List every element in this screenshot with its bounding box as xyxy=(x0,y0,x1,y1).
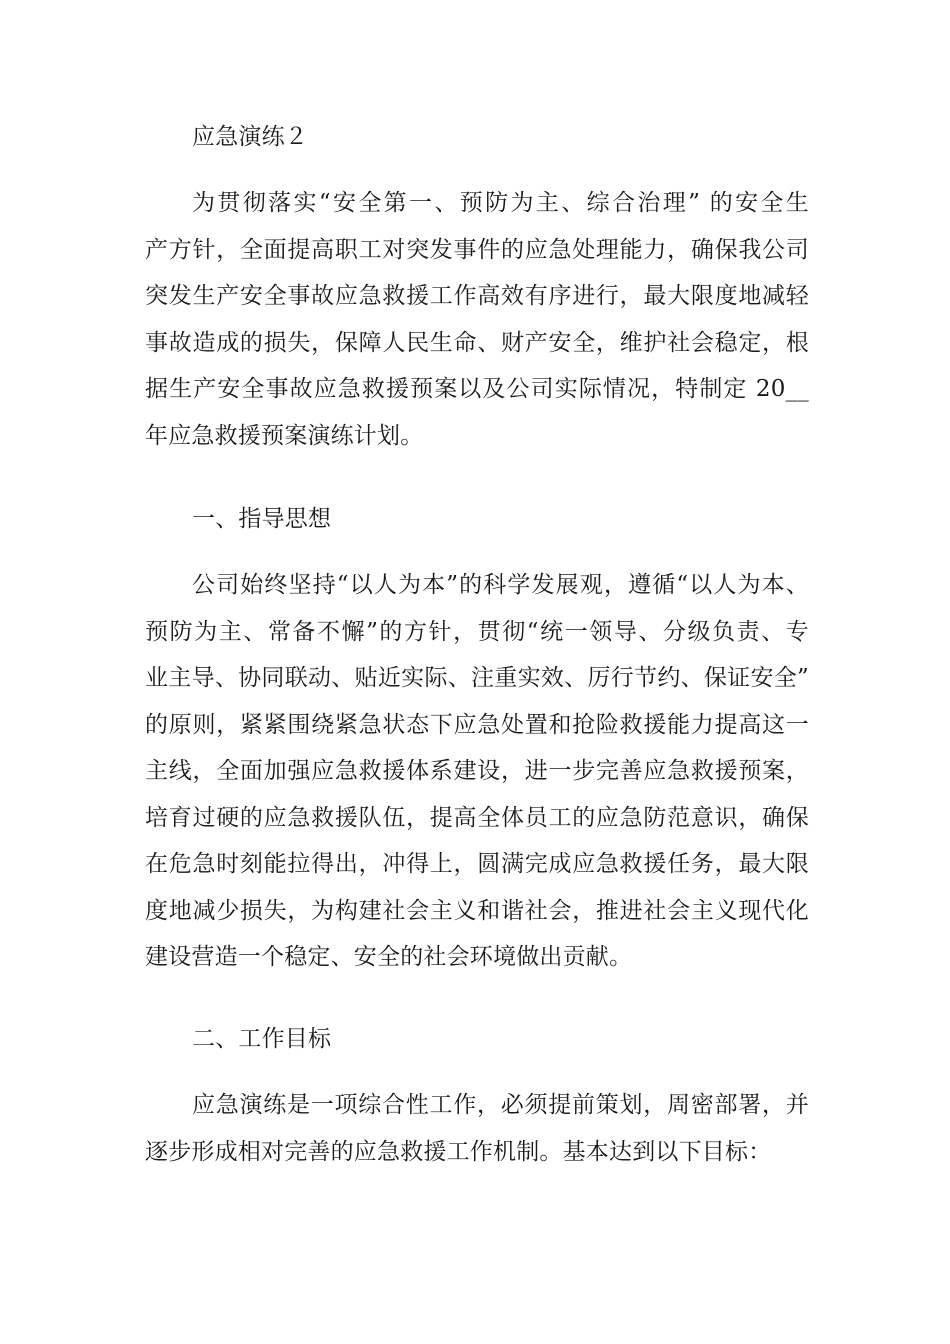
paragraph-line: 据生产安全事故应急救援预案以及公司实际情况，特制定 20__ xyxy=(145,376,809,402)
section-2-paragraph xyxy=(145,1082,809,1175)
paragraph-line: 的原则，紧紧围绕紧急状态下应急处置和抢险救援能力提高这一 xyxy=(145,711,809,738)
heading-line: 一、指导思想 xyxy=(192,506,332,532)
paragraph-line: 产方针，全面提高职工对突发事件的应急处理能力，确保我公司 xyxy=(145,236,809,263)
paragraph-line: 主线，全面加强应急救援体系建设，进一步完善应急救援预案， xyxy=(145,758,809,784)
section-heading-1 xyxy=(145,496,809,543)
paragraph-line: 突发生产安全事故应急救援工作高效有序进行，最大限度地减轻 xyxy=(145,283,809,309)
paragraph-line: 逐步形成相对完善的应急救援工作机制。基本达到以下目标： xyxy=(145,1138,772,1165)
paragraph-line: 年应急救援预案演练计划。 xyxy=(145,422,424,449)
title-line: 应急演练２ xyxy=(192,124,308,150)
paragraph-line: 建设营造一个稳定、安全的社会环境做出贡献。 xyxy=(145,944,633,970)
paragraph-line: 应急演练是一项综合性工作，必须提前策划，周密部署，并 xyxy=(192,1092,809,1118)
paragraph-line: 在危急时刻能拉得出，冲得上，圆满完成应急救援任务，最大限 xyxy=(145,851,809,877)
paragraph-line: 培育过硬的应急救援队伍，提高全体员工的应急防范意识，确保 xyxy=(145,804,809,831)
heading-line: 二、工作目标 xyxy=(192,1026,332,1052)
intro-paragraph xyxy=(145,180,809,459)
paragraph-line: 预防为主、常备不懈”的方针，贯彻“统一领导、分级负责、专 xyxy=(145,618,809,645)
section-heading-2 xyxy=(145,1016,809,1063)
paragraph-line: 度地减少损失，为构建社会主义和谐社会，推进社会主义现代化 xyxy=(145,897,809,924)
paragraph-line: 公司始终坚持“以人为本”的科学发展观，遵循“以人为本、 xyxy=(192,572,809,598)
paragraph-line: 事故造成的损失，保障人民生命、财产安全，维护社会稳定，根 xyxy=(145,329,809,356)
section-1-paragraph xyxy=(145,562,809,981)
document-title xyxy=(145,114,809,161)
paragraph-line: 为贯彻落实“安全第一、预防为主、综合治理” 的安全生 xyxy=(192,190,809,216)
paragraph-line: 业主导、协同联动、贴近实际、注重实效、厉行节约、保证安全” xyxy=(145,665,809,691)
